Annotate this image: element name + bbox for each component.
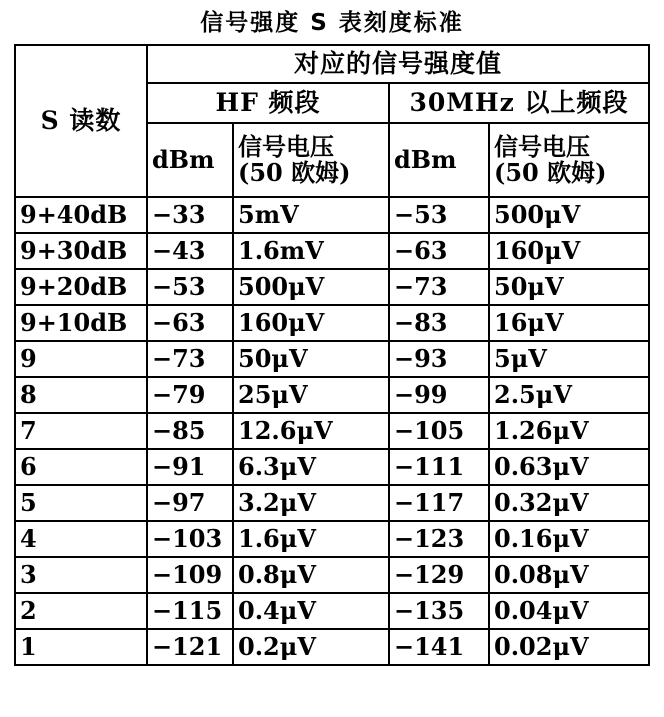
vhf-dbm-cell: −123	[389, 521, 489, 557]
hf-voltage-cell: 0.8μV	[233, 557, 389, 593]
s-reading-cell: 3	[15, 557, 147, 593]
page-title: 信号强度 S 表刻度标准	[200, 10, 464, 36]
hf-dbm-cell: −109	[147, 557, 233, 593]
s-reading-cell: 9+20dB	[15, 269, 147, 305]
vhf-voltage-cell: 160μV	[489, 233, 649, 269]
hf-voltage-cell: 1.6μV	[233, 521, 389, 557]
header-signal-strength: 对应的信号强度值	[147, 45, 649, 83]
vhf-dbm-cell: −141	[389, 629, 489, 665]
table-row	[15, 197, 649, 233]
header-s-reading: S 读数	[15, 45, 147, 197]
vhf-voltage-cell: 0.08μV	[489, 557, 649, 593]
vhf-dbm-cell: −111	[389, 449, 489, 485]
header-vhf-band: 30MHz 以上频段	[389, 83, 649, 123]
vhf-dbm-cell: −53	[389, 197, 489, 233]
vhf-voltage-cell: 5μV	[489, 341, 649, 377]
hf-dbm-cell: −73	[147, 341, 233, 377]
hf-voltage-cell: 160μV	[233, 305, 389, 341]
table-row	[15, 521, 649, 557]
vhf-dbm-cell: −135	[389, 593, 489, 629]
s-reading-cell: 8	[15, 377, 147, 413]
vhf-dbm-cell: −83	[389, 305, 489, 341]
header-hf-band: HF 频段	[147, 83, 389, 123]
hf-dbm-cell: −97	[147, 485, 233, 521]
vhf-voltage-cell: 16μV	[489, 305, 649, 341]
hf-dbm-cell: −103	[147, 521, 233, 557]
header-hf-voltage	[233, 123, 389, 197]
vhf-voltage-cell: 0.04μV	[489, 593, 649, 629]
hf-dbm-cell: −91	[147, 449, 233, 485]
vhf-voltage-cell: 1.26μV	[489, 413, 649, 449]
hf-voltage-cell: 1.6mV	[233, 233, 389, 269]
hf-dbm-cell: −79	[147, 377, 233, 413]
s-reading-cell: 7	[15, 413, 147, 449]
header-hf-dbm: dBm	[147, 123, 233, 197]
s-reading-cell: 5	[15, 485, 147, 521]
hf-voltage-cell: 25μV	[233, 377, 389, 413]
s-reading-cell: 9+40dB	[15, 197, 147, 233]
hf-voltage-cell: 500μV	[233, 269, 389, 305]
vhf-voltage-cell: 0.16μV	[489, 521, 649, 557]
table-row	[15, 593, 649, 629]
s-reading-cell: 9+10dB	[15, 305, 147, 341]
vhf-voltage-cell: 0.02μV	[489, 629, 649, 665]
hf-voltage-cell: 12.6μV	[233, 413, 389, 449]
s-reading-cell: 9+30dB	[15, 233, 147, 269]
vhf-dbm-cell: −93	[389, 341, 489, 377]
vhf-voltage-cell: 2.5μV	[489, 377, 649, 413]
s-reading-cell: 1	[15, 629, 147, 665]
vhf-voltage-cell: 500μV	[489, 197, 649, 233]
hf-voltage-cell: 0.2μV	[233, 629, 389, 665]
s-reading-cell: 4	[15, 521, 147, 557]
table-row	[15, 629, 649, 665]
vhf-dbm-cell: −63	[389, 233, 489, 269]
header-vhf-dbm: dBm	[389, 123, 489, 197]
vhf-dbm-cell: −117	[389, 485, 489, 521]
hf-voltage-cell: 5mV	[233, 197, 389, 233]
voltage-label: 信号电压	[494, 131, 590, 161]
table-row	[15, 413, 649, 449]
impedance-label: (50 欧姆)	[494, 158, 607, 187]
table-row	[15, 341, 649, 377]
table-row	[15, 557, 649, 593]
hf-voltage-cell: 0.4μV	[233, 593, 389, 629]
impedance-label: (50 欧姆)	[238, 158, 351, 187]
table-row	[15, 305, 649, 341]
table-row	[15, 233, 649, 269]
hf-dbm-cell: −121	[147, 629, 233, 665]
hf-voltage-cell: 50μV	[233, 341, 389, 377]
vhf-voltage-cell: 0.32μV	[489, 485, 649, 521]
table-row	[15, 269, 649, 305]
hf-voltage-cell: 3.2μV	[233, 485, 389, 521]
header-vhf-voltage	[489, 123, 649, 197]
s-reading-cell: 6	[15, 449, 147, 485]
s-reading-cell: 2	[15, 593, 147, 629]
table-row	[15, 377, 649, 413]
s-meter-table	[14, 44, 650, 666]
table-row	[15, 449, 649, 485]
hf-dbm-cell: −85	[147, 413, 233, 449]
hf-dbm-cell: −63	[147, 305, 233, 341]
hf-dbm-cell: −115	[147, 593, 233, 629]
voltage-label: 信号电压	[238, 131, 334, 161]
vhf-voltage-cell: 50μV	[489, 269, 649, 305]
hf-dbm-cell: −33	[147, 197, 233, 233]
hf-dbm-cell: −53	[147, 269, 233, 305]
vhf-dbm-cell: −99	[389, 377, 489, 413]
vhf-dbm-cell: −129	[389, 557, 489, 593]
hf-dbm-cell: −43	[147, 233, 233, 269]
table-row	[15, 485, 649, 521]
s-reading-cell: 9	[15, 341, 147, 377]
hf-voltage-cell: 6.3μV	[233, 449, 389, 485]
vhf-dbm-cell: −105	[389, 413, 489, 449]
vhf-voltage-cell: 0.63μV	[489, 449, 649, 485]
vhf-dbm-cell: −73	[389, 269, 489, 305]
